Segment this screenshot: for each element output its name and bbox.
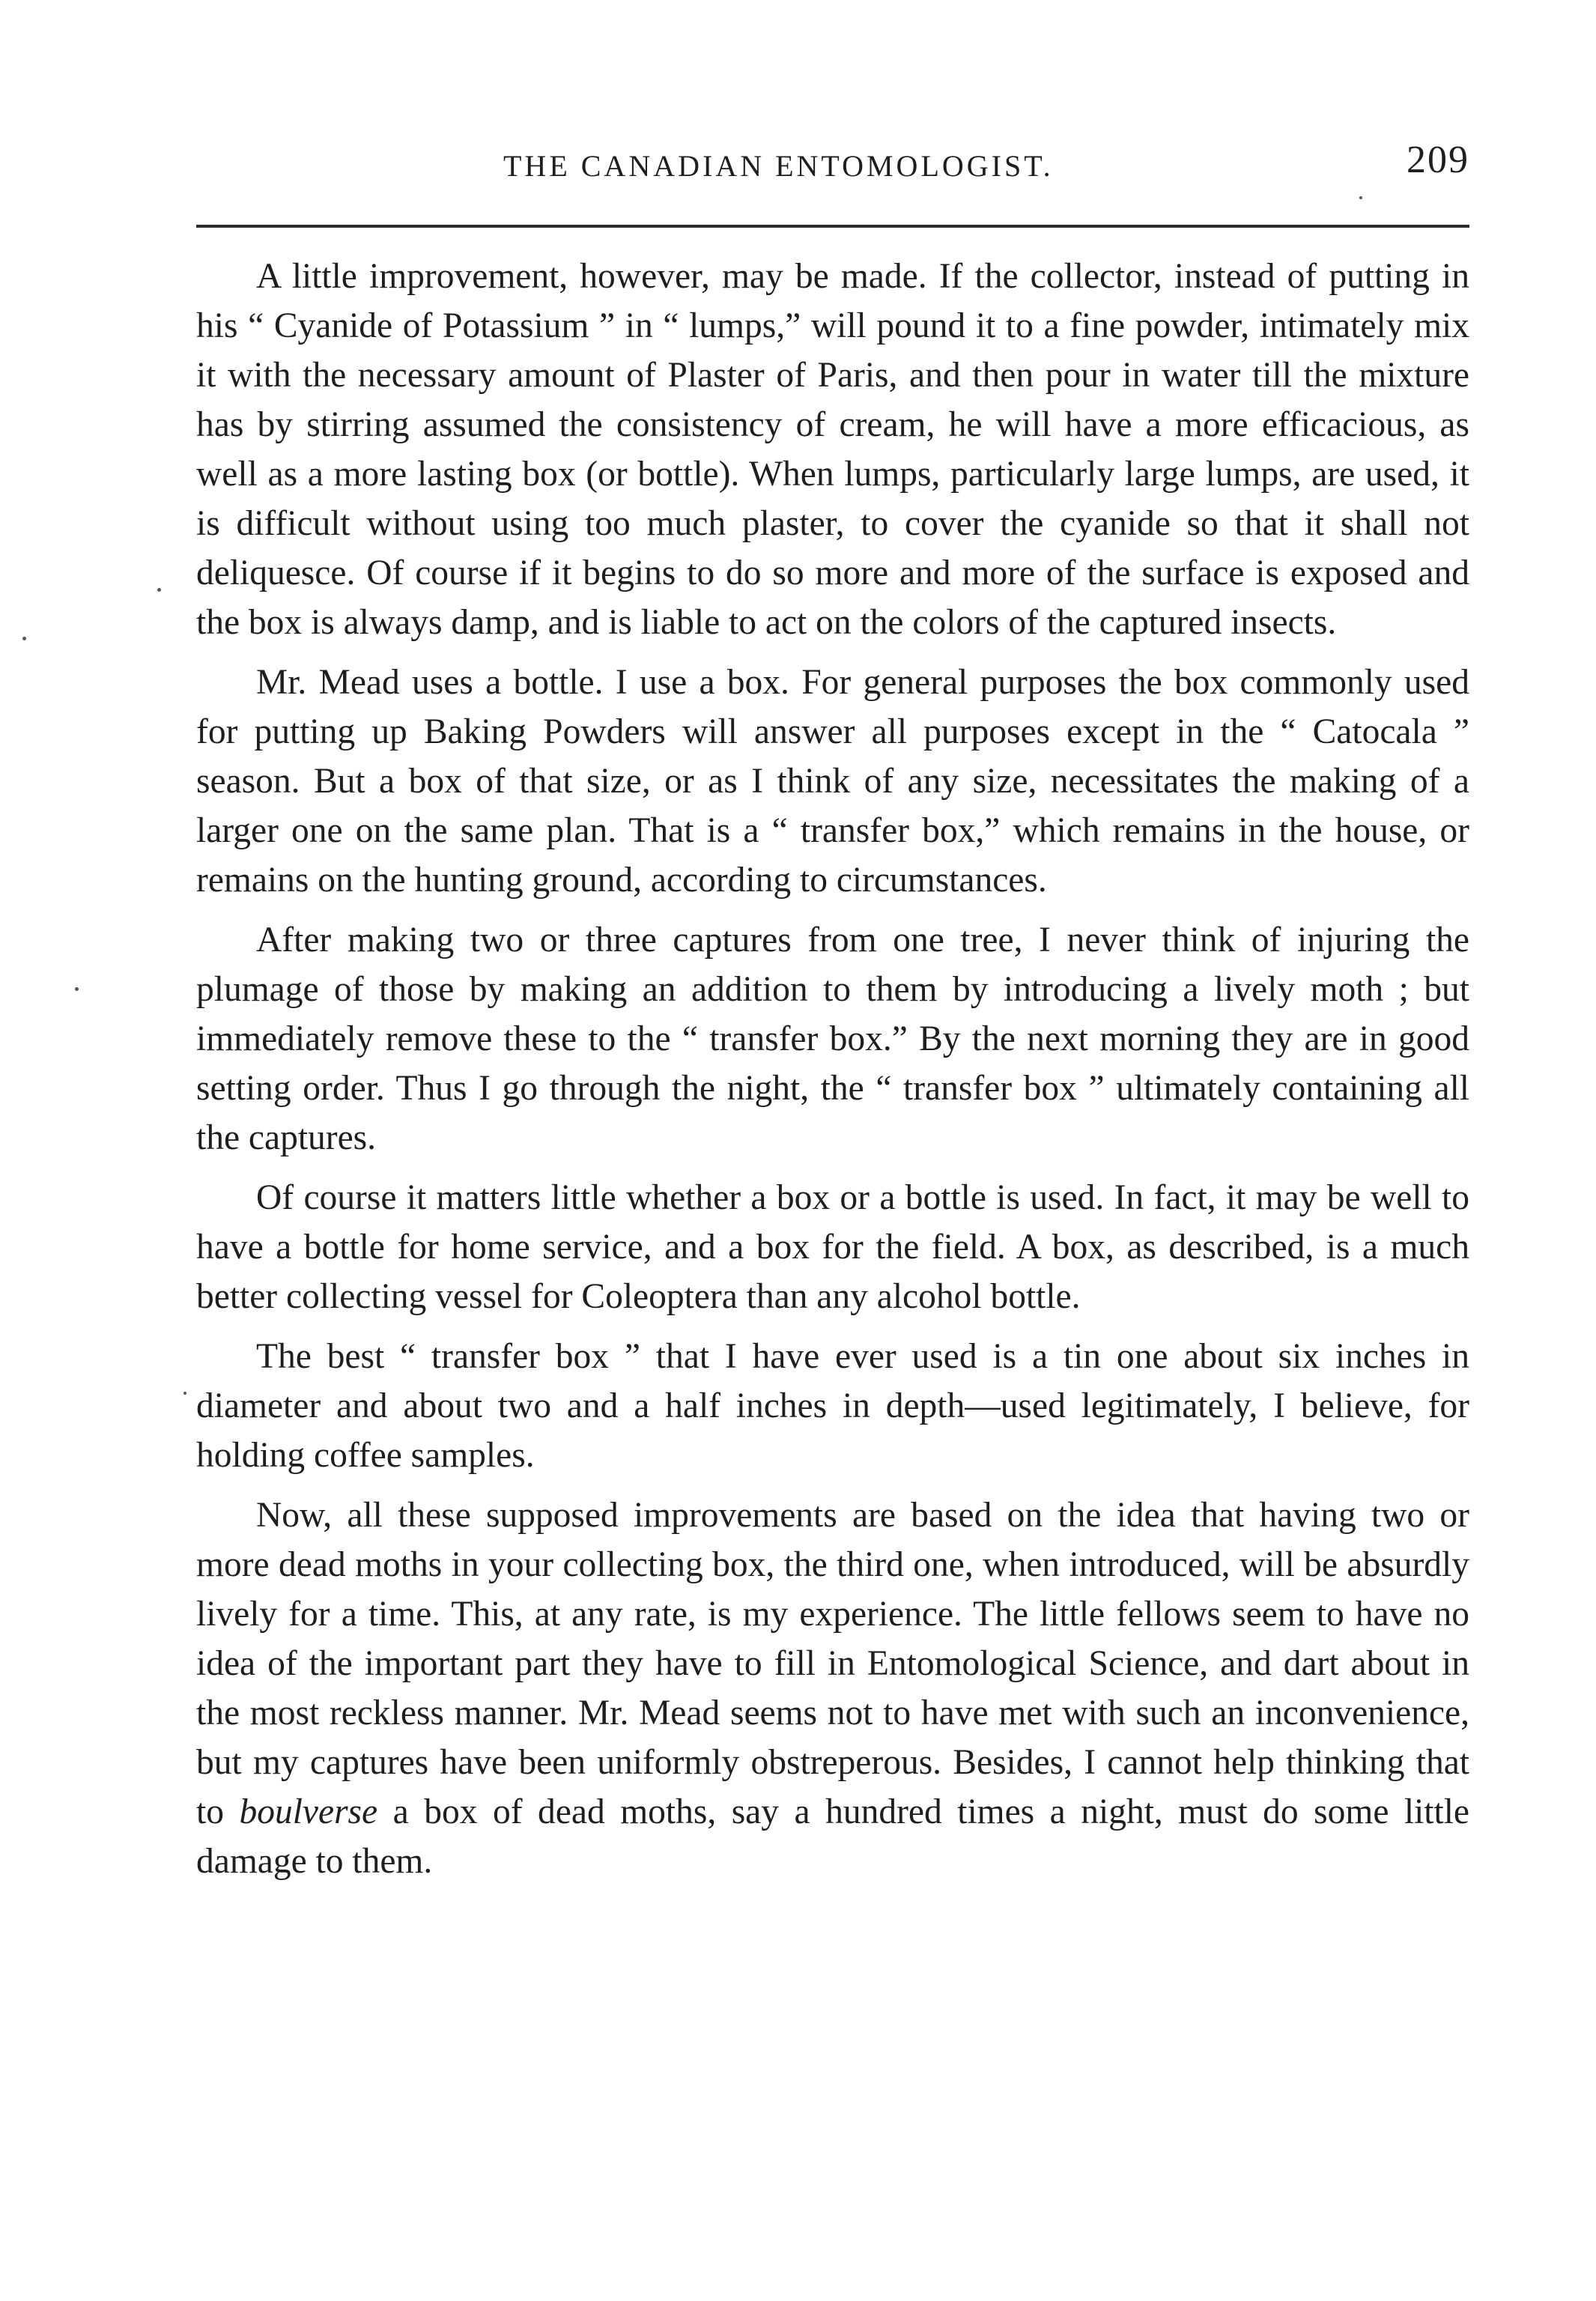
paragraph: A little improvement, however, may be made. If the collector, instead of putting in his “ Cyanide of Potassium ” in “ lumps,” will pound it to a fine powder, intimately mix it with the necessary amount of Plaster of Paris, and then pour in water till the mixture has by stirring assumed the consistency of cream, he will have a more efficacious, as well as a more lasting box (or bottle). When lumps, particularly large lumps, are used, it is difficult without using too much plaster, to cover the cyanide so that it shall not deliquesce. Of course if it begins to do so more and more of the surface is exposed and the box is always damp, and is liable to act on the colors of the captured insects.: [196, 257, 1469, 642]
scan-speck: [1359, 196, 1362, 199]
running-title: THE CANADIAN ENTOMOLOGIST.: [503, 149, 1054, 183]
scan-speck: [22, 637, 26, 640]
scan-speck: [157, 588, 161, 592]
page-header: [196, 139, 1469, 195]
paragraph-text: a box of dead moths, say a hundred times a night, must do some little damage to them.: [196, 1792, 1469, 1881]
paragraph: After making two or three captures from one tree, I never think of injuring the plumage of those by making an addition to them by introducing a lively moth ; but immediately remove these to the “ transfer box.” By the next morning they are in good setting order. Thus I go through the night, the “ transfer box ” ultimately containing all the captures.: [196, 921, 1469, 1157]
paragraph: Mr. Mead uses a bottle. I use a box. For general purposes the box commonly used for putting up Baking Powders will answer all purposes except in the “ Catocala ” season. But a box of that size, or as I think of any size, necessitates the making of a larger one on the same plan. That is a “ transfer box,” which remains in the house, or remains on the hunting ground, according to circumstances.: [196, 663, 1469, 900]
italic-word: boulverse: [239, 1792, 378, 1831]
header-rule: [196, 225, 1469, 228]
scan-speck: [183, 1392, 186, 1395]
paragraph-text: Now, all these supposed improvements are based on the idea that having two or more dead moths in your collecting box, the third one, when introduced, will be absurdly lively for a time. This, at any rate, is my experience. The little fellows seem to have no idea of the important part they have to fill in Entomological Science, and dart about in the most reckless manner. Mr. Mead seems not to have met with such an inconvenience, but my captures have been uniformly obstreperous. Besides, I cannot help thinking that to: [196, 1496, 1469, 1831]
scan-speck: [75, 987, 79, 991]
page-number: 209: [1407, 139, 1469, 181]
article-body: [196, 252, 1469, 1897]
paragraph: [196, 1491, 1469, 1886]
paragraph: Of course it matters little whether a box or a bottle is used. In fact, it may be well to have a bottle for home service, and a box for the field. A box, as described, is a much better collecting vessel for Coleoptera than any alcohol bottle.: [196, 1178, 1469, 1316]
paragraph: The best “ transfer box ” that I have ever used is a tin one about six inches in diameter and about two and a half inches in depth—used legitimately, I believe, for holding coffee samples.: [196, 1337, 1469, 1475]
